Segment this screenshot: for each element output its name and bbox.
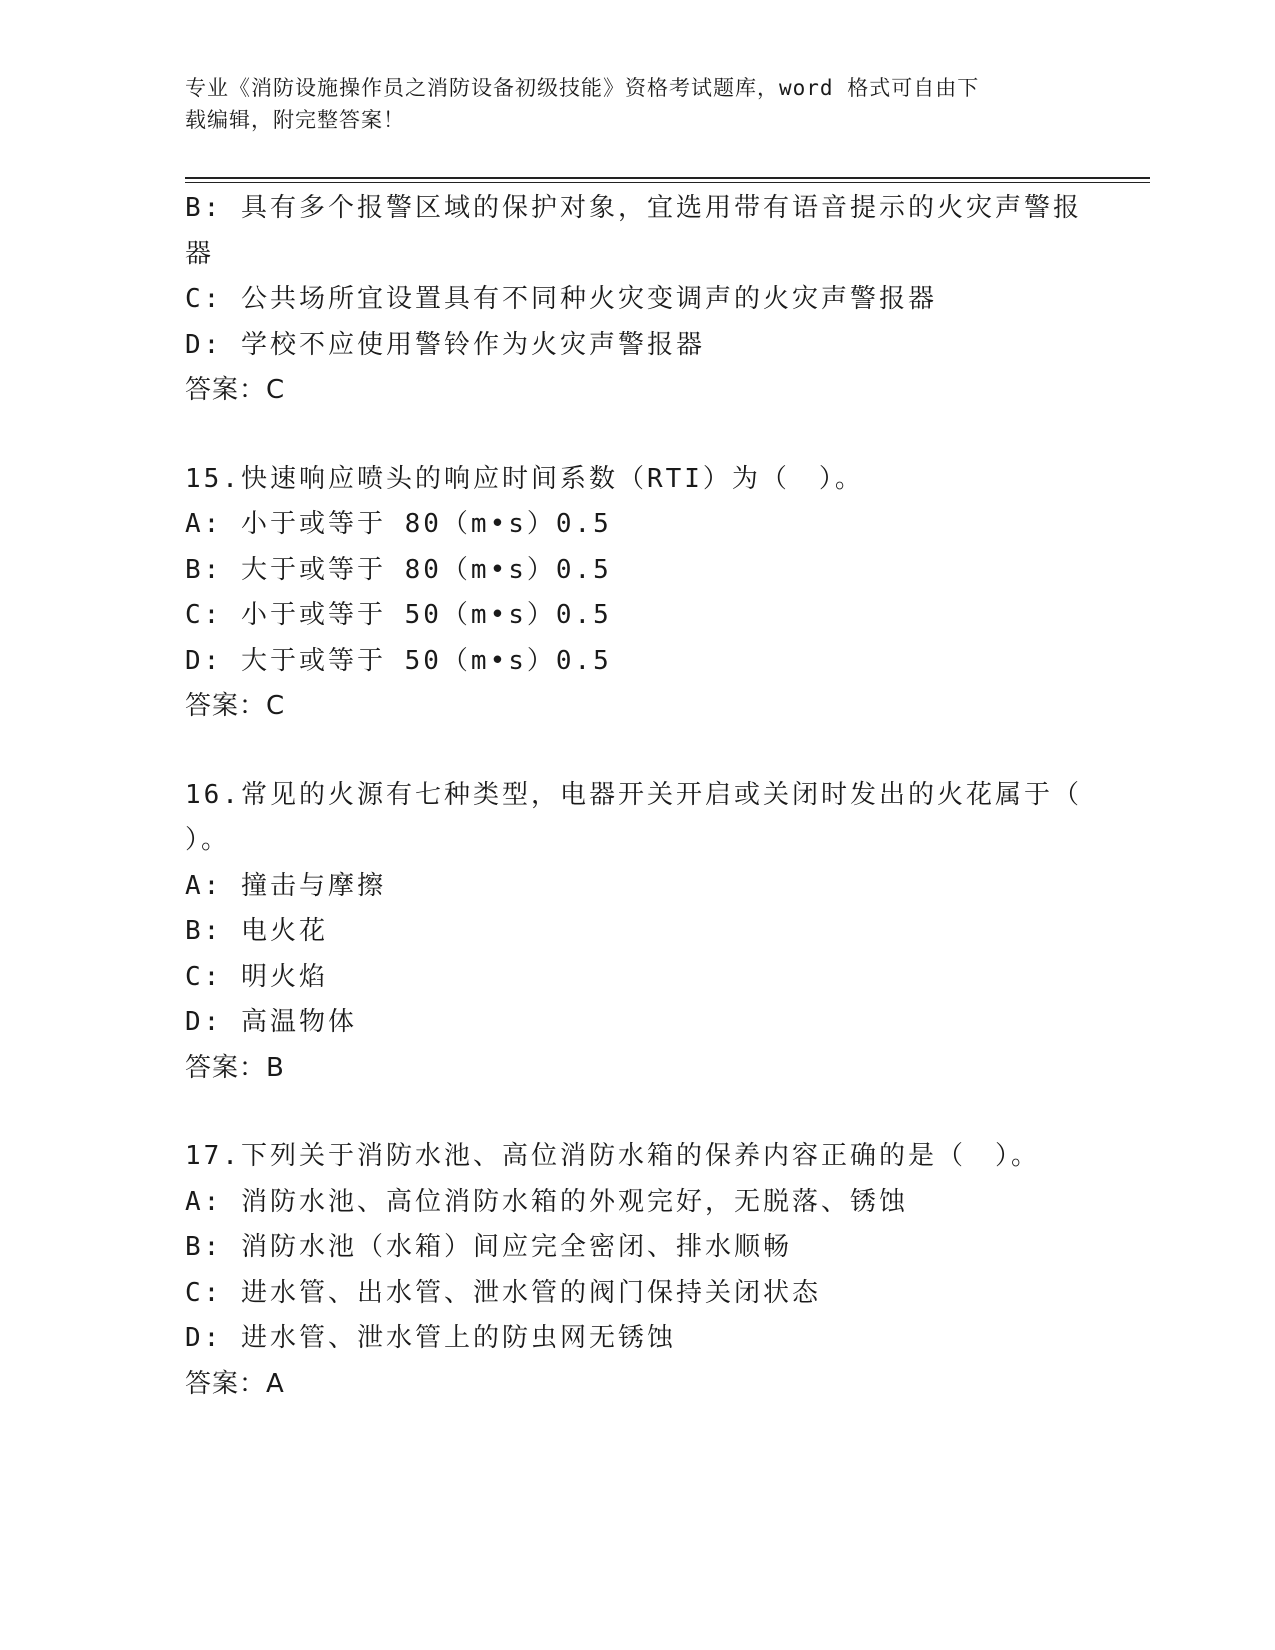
option-c: C: 小于或等于 50（m•s）0.5 [185,600,612,630]
option-a: A: 消防水池、高位消防水箱的外观完好，无脱落、锈蚀 [185,1186,908,1217]
spacer [185,1091,1085,1134]
option-d: D: 高温物体 [185,1007,357,1037]
answer: 答案：C [185,375,286,405]
option-c: C: 进水管、出水管、泄水管的阀门保持关闭状态 [185,1277,821,1308]
option-b: B: 大于或等于 80（m•s）0.5 [185,554,612,585]
question-stem-line-2: ）。 [185,825,231,855]
spacer [185,414,1085,457]
option-d: D: 进水管、泄水管上的防虫网无锈蚀 [185,1323,676,1353]
option-c: C: 明火焰 [185,961,328,992]
option-b-line-2: 器 [185,238,215,269]
option-b: B: 消防水池（水箱）间应完全密闭、排水顺畅 [185,1232,792,1262]
option-c: C: 公共场所宜设置具有不同种火灾变调声的火灾声警报器 [185,284,937,314]
option-d: D: 大于或等于 50（m•s）0.5 [185,645,612,676]
answer: 答案：A [185,1368,285,1399]
option-b-line-1: B: 具有多个报警区域的保护对象，宜选用带有语音提示的火灾声警报 [185,193,1082,223]
header-rule-thin [185,182,1150,183]
question-list [185,186,1085,1407]
question-15 [185,457,1085,730]
question-16 [185,773,1085,1092]
option-d: D: 学校不应使用警铃作为火灾声警报器 [185,329,705,360]
document-header [185,72,1065,136]
question-14-continued [185,186,1085,414]
header-rule-thick [185,177,1150,179]
question-17 [185,1134,1085,1407]
option-a: A: 撞击与摩擦 [185,870,386,901]
header-line-2: 载编辑，附完整答案！ [185,108,405,132]
question-stem: 17.下列关于消防水池、高位消防水箱的保养内容正确的是（ ）。 [185,1141,1040,1171]
spacer [185,730,1085,773]
answer: 答案：C [185,691,286,721]
header-line-1: 专业《消防设施操作员之消防设备初级技能》资格考试题库，word 格式可自由下 [185,76,980,100]
option-b: B: 电火花 [185,916,328,946]
option-a: A: 小于或等于 80（m•s）0.5 [185,509,612,539]
question-stem-line-1: 16.常见的火源有七种类型，电器开关开启或关闭时发出的火花属于（ [185,779,1082,810]
question-stem: 15.快速响应喷头的响应时间系数（RTI）为（ ）。 [185,463,864,494]
answer: 答案：B [185,1052,285,1083]
